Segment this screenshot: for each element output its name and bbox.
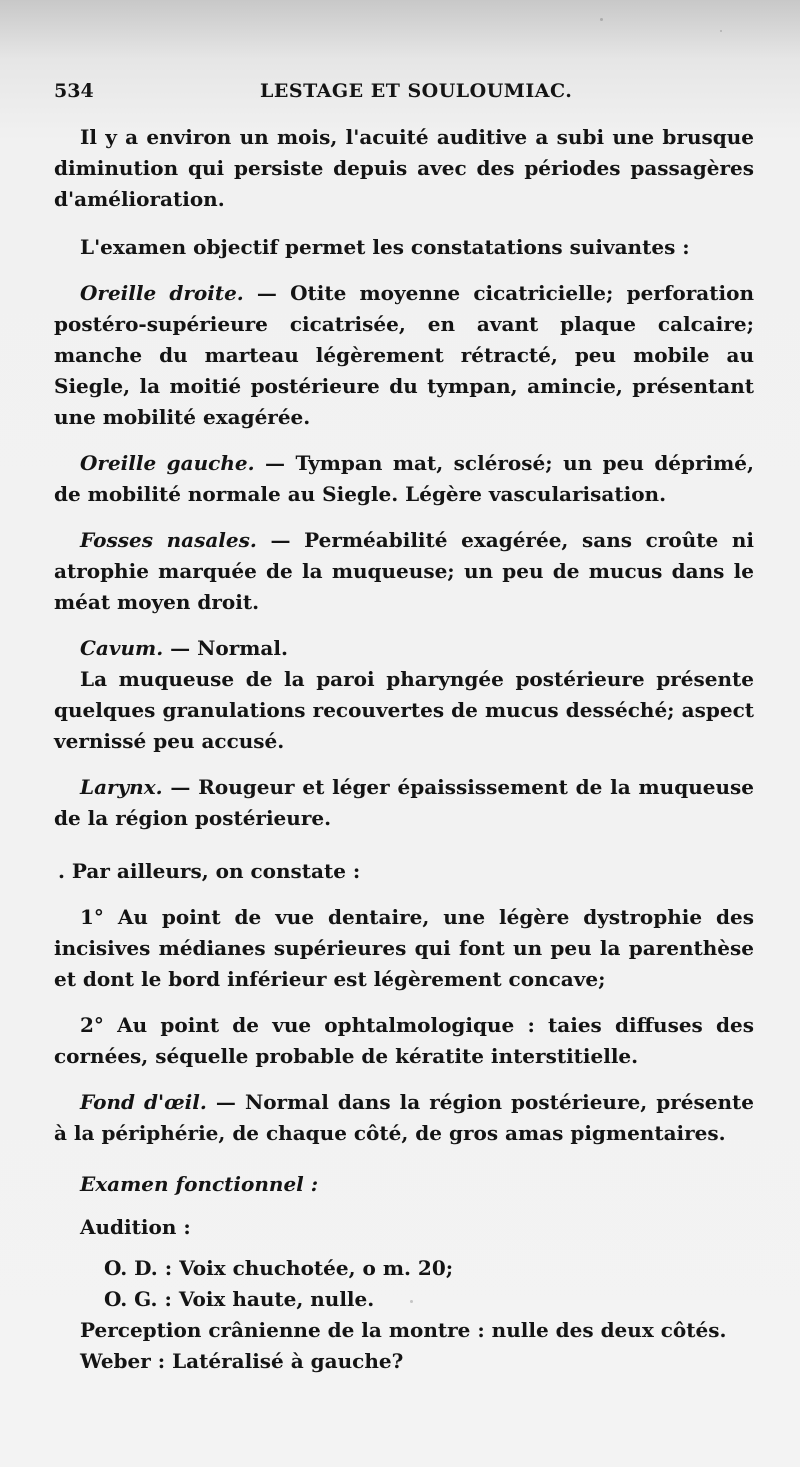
section-examen-fonctionnel: Examen fonctionnel : — [80, 1172, 319, 1196]
page-body — [54, 122, 754, 1377]
list-item-dentaire: 1° Au point de vue dentaire, une légère dystrophie des incisives médianes supérieures qui font un peu la parenthèse et dont le bord inférieur est légèrement concave; — [54, 905, 754, 991]
running-head: LESTAGE ET SOULOUMIAC. — [260, 80, 573, 102]
oreille-droite-label: Oreille droite. — [80, 281, 244, 305]
larynx-text: — Rougeur et léger épaississement de la muqueuse de la région postérieure. — [54, 775, 754, 830]
paragraph-history: Il y a environ un mois, l'acuité auditive a subi une brusque diminution qui persiste depuis avec des périodes passagères d'amélioration. — [54, 125, 754, 211]
page-header — [54, 80, 754, 108]
oreille-gauche-label: Oreille gauche. — [80, 451, 255, 475]
fond-oeil-text: — Normal dans la région postérieure, présente à la périphérie, de chaque côté, de gros amas pigmentaires. — [54, 1090, 754, 1145]
paragraph-cavum — [54, 633, 754, 664]
audition-od: O. D. : Voix chuchotée, o m. 20; — [104, 1256, 454, 1280]
fond-oeil-label: Fond d'œil. — [80, 1090, 207, 1114]
paper-speck — [720, 30, 722, 32]
paragraph-oreille-gauche — [54, 448, 754, 510]
paragraph-oreille-droite — [54, 278, 754, 433]
cavum-text: — Normal. — [163, 636, 288, 660]
cavum-label: Cavum. — [80, 636, 164, 660]
larynx-label: Larynx. — [80, 775, 163, 799]
paper-speck — [600, 18, 603, 21]
paragraph-larynx — [54, 772, 754, 834]
oreille-gauche-text: — Tympan mat, sclérosé; un peu déprimé, de mobilité normale au Siegle. Légère vascularisation. — [54, 451, 754, 506]
weber-test: Weber : Latéralisé à gauche? — [80, 1349, 404, 1373]
paragraph-pharynx: La muqueuse de la paroi pharyngée postérieure présente quelques granulations recouvertes de mucus desséché; aspect vernissé peu accusé. — [54, 667, 754, 753]
fosses-nasales-text: — Perméabilité exagérée, sans croûte ni atrophie marquée de la muqueuse; un peu de mucus dans le méat moyen droit. — [54, 528, 754, 614]
audition-og: O. G. : Voix haute, nulle. — [104, 1287, 375, 1311]
paragraph-par-ailleurs: . Par ailleurs, on constate : — [58, 859, 361, 883]
subsection-audition: Audition : — [80, 1215, 191, 1239]
paragraph-fosses-nasales — [54, 525, 754, 618]
page-number: 534 — [54, 80, 94, 102]
paragraph-exam-intro: L'examen objectif permet les constatations suivantes : — [80, 235, 690, 259]
fosses-nasales-label: Fosses nasales. — [80, 528, 257, 552]
list-item-ophtalmologique: 2° Au point de vue ophtalmologique : taies diffuses des cornées, séquelle probable de kératite interstitielle. — [54, 1013, 754, 1068]
oreille-droite-text: — Otite moyenne cicatricielle; perforation postéro-supérieure cicatrisée, en avant plaque calcaire; manche du marteau légèrement rétracté, peu mobile au Siegle, la moitié postérieure du tympan, amincie, présentant une mobilité exagérée. — [54, 281, 754, 429]
perception-cranienne: Perception crânienne de la montre : nulle des deux côtés. — [80, 1318, 727, 1342]
paragraph-fond-oeil — [54, 1087, 754, 1149]
